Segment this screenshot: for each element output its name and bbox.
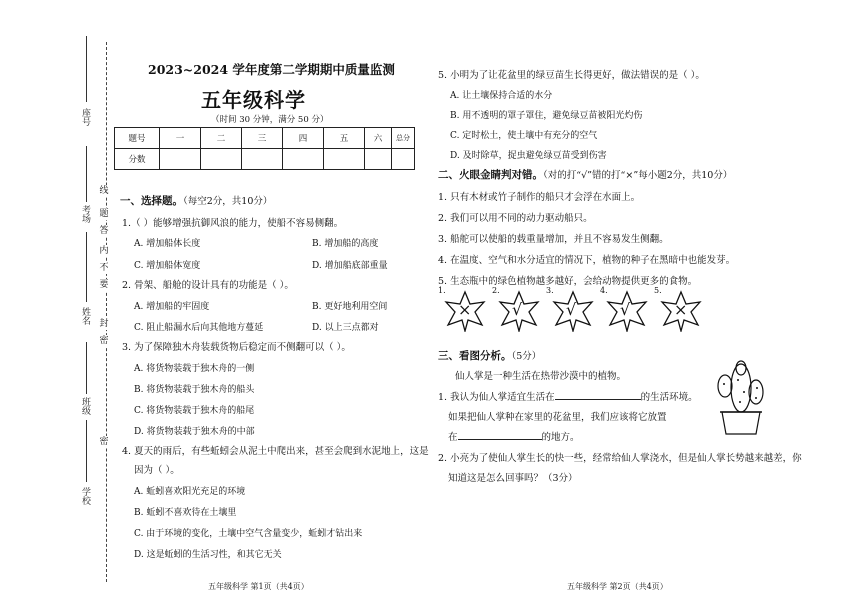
q1-blank-1[interactable] [555, 389, 641, 400]
answer-number: 2. [492, 286, 500, 295]
exam-room-label: 考场 [80, 205, 90, 223]
score-table-score-row [115, 149, 415, 170]
exam-title: 2023~2024 学年度第二学期期中质量监测 [148, 62, 395, 77]
question-4-option-c[interactable]: C. 由于环境的变化，土壤中空气含量变少，蚯蚓才钻出来 [134, 529, 363, 539]
section-3-heading [438, 348, 541, 363]
question-3-option-c[interactable]: C. 将货物装载于独木舟的船尾 [134, 406, 255, 416]
question-2-option-a[interactable]: A. 增加船的牢固度 [134, 302, 210, 312]
seal-char: 密 [99, 336, 109, 346]
section-3-q2: 2. 小亮为了使仙人掌生长的快一些，经常给仙人掌浇水，但是仙人掌长势越来越差，你 [438, 453, 802, 464]
q1-text-a: 1. 我认为仙人掌适宜生活在 [438, 392, 555, 403]
question-4-stem: 4. 夏天的雨后，有些蚯蚓会从泥土中爬出来，甚至会爬到水泥地上，这是 [122, 446, 429, 457]
judgement-item-5: 5. 生态瓶中的绿色植物越多越好，会给动物提供更多的食物。 [438, 276, 698, 287]
question-5-option-c[interactable]: C. 定时松土，使土壤中有充分的空气 [450, 131, 598, 141]
seal-char: 不 [99, 263, 109, 273]
class-line [86, 342, 87, 394]
answer-mark: √ [512, 300, 523, 319]
score-input-cell[interactable] [392, 149, 415, 170]
seal-char: 内 [99, 246, 109, 256]
answer-star-1[interactable] [438, 286, 488, 334]
school-line [86, 420, 87, 482]
seal-char-bottom: 密 [99, 437, 109, 447]
question-1-stem: 1.（ ）能够增强抗御风浪的能力，使船不容易侧翻。 [122, 218, 344, 229]
question-2-option-d[interactable]: D. 以上三点都对 [312, 323, 379, 333]
q1-text-e: 的地方。 [541, 432, 580, 443]
score-input-cell[interactable] [324, 149, 365, 170]
seal-dashed-line [106, 42, 107, 582]
score-table [114, 127, 415, 170]
question-4-option-d[interactable]: D. 这是蚯蚓的生活习性，和其它无关 [134, 550, 282, 560]
score-input-cell[interactable] [365, 149, 392, 170]
section-3-intro: 仙人掌是一种生活在热带沙漠中的植物。 [455, 371, 627, 382]
score-cell: 分数 [115, 149, 160, 170]
question-5-option-a[interactable]: A. 让土壤保持合适的水分 [450, 91, 553, 101]
question-5-stem: 5. 小明为了让花盆里的绿豆苗生长得更好，做法错误的是（ ）。 [438, 70, 705, 81]
answer-stars-row [438, 286, 688, 334]
section-3-q1 [438, 389, 698, 403]
score-cell: 六 [365, 128, 392, 149]
section-2-title: 二、火眼金睛判对错。 [438, 169, 543, 181]
score-cell: 一 [160, 128, 201, 149]
score-input-cell[interactable] [242, 149, 283, 170]
question-1-option-a[interactable]: A. 增加船体长度 [134, 239, 201, 249]
name-label: 姓名 [80, 307, 90, 325]
question-5-option-d[interactable]: D. 及时除草，捉虫避免绿豆苗受到伤害 [450, 151, 607, 161]
seal-char: 题 [99, 209, 109, 219]
cactus-pot-icon [712, 358, 770, 436]
score-cell: 三 [242, 128, 283, 149]
score-cell: 总分 [392, 128, 415, 149]
question-2-option-c[interactable]: C. 阻止船漏水后向其他地方蔓延 [134, 323, 264, 333]
class-label: 班级 [80, 397, 90, 415]
answer-star-5[interactable] [654, 286, 704, 334]
name-line [86, 232, 87, 302]
answer-mark: √ [566, 300, 577, 319]
subject-title: 五年级科学 [201, 88, 306, 112]
page-1-footer: 五年级科学 第1页（共4页） [208, 582, 309, 591]
answer-mark: √ [620, 300, 631, 319]
answer-star-4[interactable] [600, 286, 650, 334]
score-cell: 题号 [115, 128, 160, 149]
seal-char: 线 [99, 186, 109, 196]
section-1-title: 一、选择题。 [120, 195, 183, 207]
question-3-option-a[interactable]: A. 将货物装载于独木舟的一侧 [134, 364, 255, 374]
answer-star-2[interactable] [492, 286, 542, 334]
answer-star-3[interactable] [546, 286, 596, 334]
question-4-option-b[interactable]: B. 蚯蚓不喜欢待在土壤里 [134, 508, 237, 518]
answer-number: 5. [654, 286, 662, 295]
question-3-stem: 3. 为了保障独木舟装载货物后稳定而不侧翻可以（ ）。 [122, 342, 351, 353]
seat-label: 座号 [80, 108, 90, 126]
school-label: 学校 [80, 487, 90, 505]
question-4-stem-continued: 因为（ ）。 [134, 465, 180, 476]
score-cell: 四 [283, 128, 324, 149]
page-2-footer: 五年级科学 第2页（共4页） [567, 582, 668, 591]
question-2-option-b[interactable]: B. 更好地利用空间 [312, 302, 388, 312]
score-input-cell[interactable] [160, 149, 201, 170]
question-1-option-d[interactable]: D. 增加船底部重量 [312, 261, 388, 271]
q1-text-d: 在 [448, 432, 458, 443]
section-3-q2-line2: 知道这是怎么回事吗？（3分） [448, 473, 578, 484]
exam-room-line [86, 146, 87, 202]
question-1-option-b[interactable]: B. 增加船的高度 [312, 239, 379, 249]
judgement-item-2: 2. 我们可以用不同的动力驱动船只。 [438, 213, 593, 224]
judgement-item-1: 1. 只有木材或竹子制作的船只才会浮在水面上。 [438, 192, 641, 203]
exam-meta: （时间 30 分钟，满分 50 分） [211, 115, 329, 125]
question-3-option-d[interactable]: D. 将货物装载于独木舟的中部 [134, 427, 255, 437]
score-cell: 二 [201, 128, 242, 149]
question-3-option-b[interactable]: B. 将货物装载于独木舟的船头 [134, 385, 255, 395]
score-table-header-row [115, 128, 415, 149]
answer-mark: × [458, 300, 472, 319]
question-2-stem: 2. 骨架、船舱的设计具有的功能是（ ）。 [122, 280, 294, 291]
q1-blank-2[interactable] [458, 429, 542, 440]
section-1-note: （每空2分，共10分） [183, 196, 273, 207]
question-1-option-c[interactable]: C. 增加船体宽度 [134, 261, 201, 271]
q1-text-b: 的生活环境。 [640, 392, 698, 403]
judgement-item-4: 4. 在温度、空气和水分适宜的情况下，植物的种子在黑暗中也能发芽。 [438, 255, 736, 266]
section-3-q1-line2: 如果把仙人掌种在家里的花盆里，我们应该将它放置 [448, 412, 667, 423]
answer-mark: × [674, 300, 688, 319]
section-3-q1-line3 [448, 429, 580, 443]
seal-char: 封 [99, 319, 109, 329]
section-2-note: （对的打“√”错的打“×”每小题2分，共10分） [543, 170, 733, 181]
question-4-option-a[interactable]: A. 蚯蚓喜欢阳光充足的环境 [134, 487, 246, 497]
answer-number: 1. [438, 286, 446, 295]
judgement-item-3: 3. 船舵可以使船的载重量增加，并且不容易发生侧翻。 [438, 234, 669, 245]
score-input-cell[interactable] [201, 149, 242, 170]
answer-number: 3. [546, 286, 554, 295]
question-5-option-b[interactable]: B. 用不透明的罩子罩住，避免绿豆苗被阳光灼伤 [450, 111, 643, 121]
seal-char: 要 [99, 280, 109, 290]
section-2-heading [438, 167, 732, 182]
score-input-cell[interactable] [283, 149, 324, 170]
score-cell: 五 [324, 128, 365, 149]
section-3-title: 三、看图分析。 [438, 350, 512, 362]
section-3-note: （5分） [511, 351, 542, 362]
section-1-heading [120, 193, 272, 208]
answer-number: 4. [600, 286, 608, 295]
seat-line [86, 36, 87, 102]
seal-char: 答 [99, 226, 109, 236]
